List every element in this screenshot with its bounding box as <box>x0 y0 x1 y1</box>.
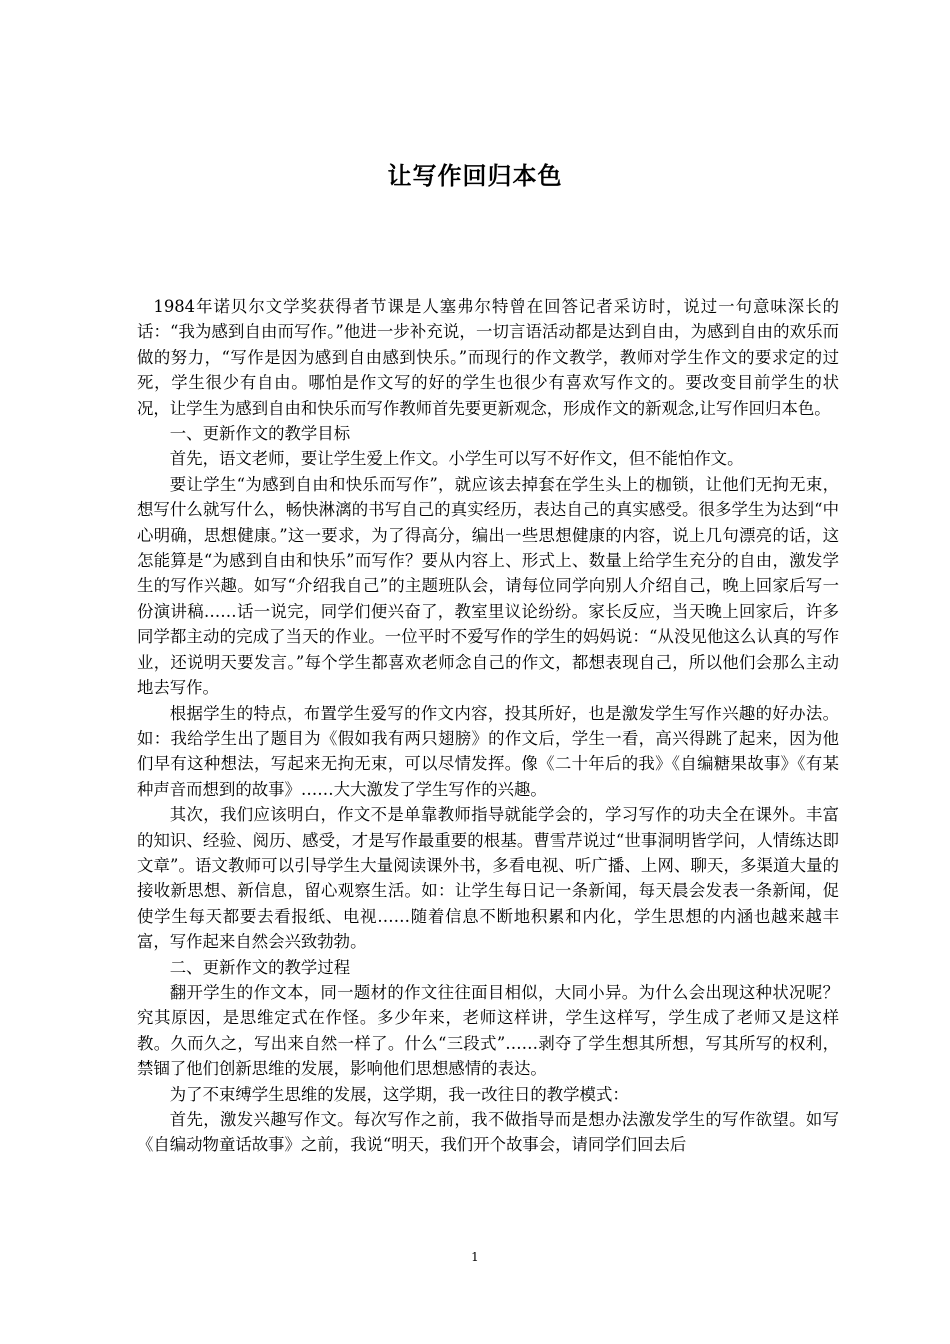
page-number: 1 <box>471 1250 479 1264</box>
paragraph: 为了不束缚学生思维的发展，这学期，我一改往日的教学模式： <box>169 1084 629 1104</box>
section-heading-2: 二、更新作文的教学过程 <box>169 957 351 977</box>
document-body <box>137 294 839 1158</box>
page-title: 让写作回归本色 <box>387 162 563 190</box>
paragraph-intro: 1984年诺贝尔文学奖获得者节课是人塞弗尔特曾在回答记者采访时，说过一句意味深长的话：“我为感到自由而写作。”他进一步补充说，一切言语活动都是达到自由，为感到自由的欢乐而做的努力，“写作是因为感到自由感到快乐。”而现行的作文教学，教师对学生作文的要求定的过死，学生很少有自由。哪怕是作文写的好的学生也很少有喜欢写作文的。要改变目前学生的状况，让学生为感到自由和快乐而写作教师首先要更新观念，形成作文的新观念,让写作回归本色。 <box>137 297 839 418</box>
paragraph: 其次，我们应该明白，作文不是单靠教师指导就能学会的，学习写作的功夫全在课外。丰富的知识、经验、阅历、感受，才是写作最重要的根基。曹雪芹说过“世事洞明皆学问，人情练达即文章”。语文教师可以引导学生大量阅读课外书，多看电视、听广播、上网、聊天，多渠道大量的接收新思想、新信息，留心观察生活。如：让学生每日记一条新闻，每天晨会发表一条新闻，促使学生每天都要去看报纸、电视……随着信息不断地积累和内化，学生思想的内涵也越来越丰富，写作起来自然会兴致勃勃。 <box>137 805 839 952</box>
paragraph: 根据学生的特点，布置学生爱写的作文内容，投其所好，也是激发学生写作兴趣的好办法。如：我给学生出了题目为《假如我有两只翅膀》的作文后，学生一看，高兴得跳了起来，因为他们早有这种想法，写起来无拘无束，可以尽情发挥。像《二十年后的我》《自编糖果故事》《有某种声音而想到的故事》……大大激发了学生写作的兴趣。 <box>137 703 839 799</box>
paragraph: 翻开学生的作文本，同一题材的作文往往面目相似，大同小异。为什么会出现这种状况呢？究其原因，是思维定式在作怪。多少年来，老师这样讲，学生这样写，学生成了老师又是这样教。久而久之，写出来自然一样了。什么“三段式”……剥夺了学生想其所想，写其所写的权利，禁锢了他们创新思维的发展，影响他们思想感情的表达。 <box>137 982 839 1079</box>
paragraph: 要让学生“为感到自由和快乐而写作”，就应该去掉套在学生头上的枷锁，让他们无拘无束，想写什么就写什么，畅快淋漓的书写自己的真实经历，表达自己的真实感受。很多学生为达到“中心明确，思想健康。”这一要求，为了得高分，编出一些思想健康的内容，说上几句漂亮的话，这怎能算是“为感到自由和快乐”而写作？要从内容上、形式上、数量上给学生充分的自由，激发学生的写作兴趣。如写“介绍我自己”的主题班队会，请每位同学向别人介绍自己，晚上回家后写一份演讲稿……话一说完，同学们便兴奋了，教室里议论纷纷。家长反应，当天晚上回家后，许多同学都主动的完成了当天的作业。一位平时不爱写作的学生的妈妈说：“从没见他这么认真的写作业，还说明天要发言。”每个学生都喜欢老师念自己的作文，都想表现自己，所以他们会那么主动地去写作。 <box>137 474 839 698</box>
paragraph: 首先，语文老师，要让学生爱上作文。小学生可以写不好作文，但不能怕作文。 <box>169 449 744 469</box>
paragraph: 首先，激发兴趣写作文。每次写作之前，我不做指导而是想办法激发学生的写作欲望。如写《自编动物童话故事》之前，我说“明天，我们开个故事会，请同学们回去后 <box>137 1110 839 1155</box>
section-heading-1: 一、更新作文的教学目标 <box>169 424 351 444</box>
